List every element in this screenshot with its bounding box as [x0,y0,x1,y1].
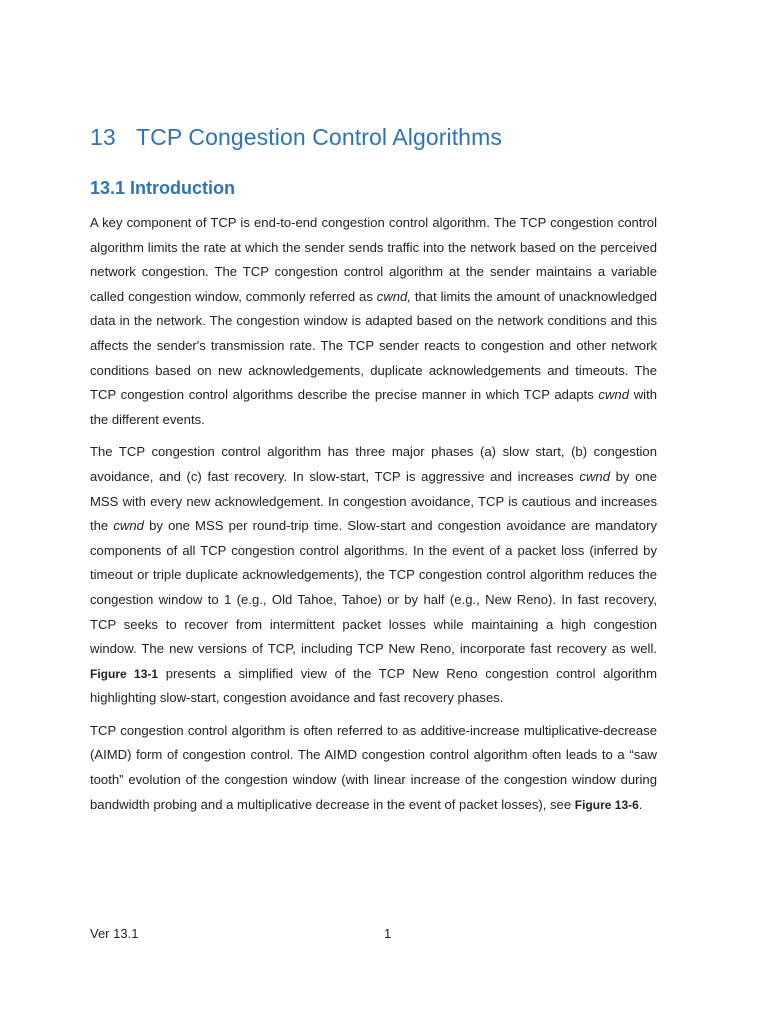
section-heading: 13.1 Introduction [90,178,236,198]
chapter-title: TCP Congestion Control Algorithms [136,124,502,150]
paragraph-2-text-g: presents a simplified view of the TCP New Reno congestion control algorithm highlighting slow-start, congestion avoidance and fast recovery phases. [90,665,657,706]
chapter-number: 13 [90,124,116,150]
paragraph-3 [90,719,657,817]
figure-reference-13-6[interactable]: Figure 13-6 [574,797,639,812]
cwnd-term: cwnd, [376,288,411,304]
paragraph-3-text-c: . [638,796,643,812]
page-number: 1 [384,926,392,941]
cwnd-term: cwnd [579,468,610,484]
body-text [90,211,657,825]
paragraph-1 [90,211,657,432]
chapter-heading [90,124,502,151]
paragraph-2-text-c: by one MSS with every new acknowledgement. In congestion avoidance, TCP is cautious and increases the [90,468,657,534]
paragraph-3-text-a: TCP congestion control algorithm is often referred to as additive-increase multiplicative-decrease (AIMD) form of congestion control. The AIMD congestion control algorithm often leads to a “saw tooth” evolution of the congestion window (with linear increase of the congestion window during bandwidth probing and a multiplicative decrease in the event of packet losses), see [90,722,657,812]
paragraph-2-text-e: by one MSS per round-trip time. Slow-start and congestion avoidance are mandatory components of all TCP congestion control algorithms. In the event of a packet loss (inferred by timeout or triple duplicate acknowledgements), the TCP congestion control algorithm reduces the congestion window to 1 (e.g., Old Tahoe, Tahoe) or by half (e.g., New Reno). In fast recovery, TCP seeks to recover from intermittent packet losses while maintaining a high congestion window. The new versions of TCP, including TCP New Reno, incorporate fast recovery as well. [90,518,657,657]
paragraph-2 [90,440,657,711]
figure-reference-13-1[interactable]: Figure 13-1 [90,666,159,681]
cwnd-term: cwnd [598,387,629,403]
paragraph-1-text-a: A key component of TCP is end-to-end congestion control algorithm. The TCP congestion control algorithm limits the rate at which the sender sends traffic into the network based on the perceived network congestion. The TCP congestion control algorithm at the sender maintains a variable called congestion window, commonly referred as [90,215,657,304]
paragraph-1-text-c: that limits the amount of unacknowledged data in the network. The congestion window is adapted based on the network conditions and this affects the sender's transmission rate. The TCP sender reacts to congestion and other network conditions based on new acknowledgements, duplicate acknowledgements and timeouts. The TCP congestion control algorithms describe the precise manner in which TCP adapts [90,288,658,403]
paragraph-1-text-e: with the different events. [90,387,657,427]
cwnd-term: cwnd [113,518,144,534]
footer-version: Ver 13.1 [90,926,139,941]
paragraph-2-text-a: The TCP congestion control algorithm has three major phases (a) slow start, (b) congestion avoidance, and (c) fast recovery. In slow-start, TCP is aggressive and increases [90,444,657,484]
